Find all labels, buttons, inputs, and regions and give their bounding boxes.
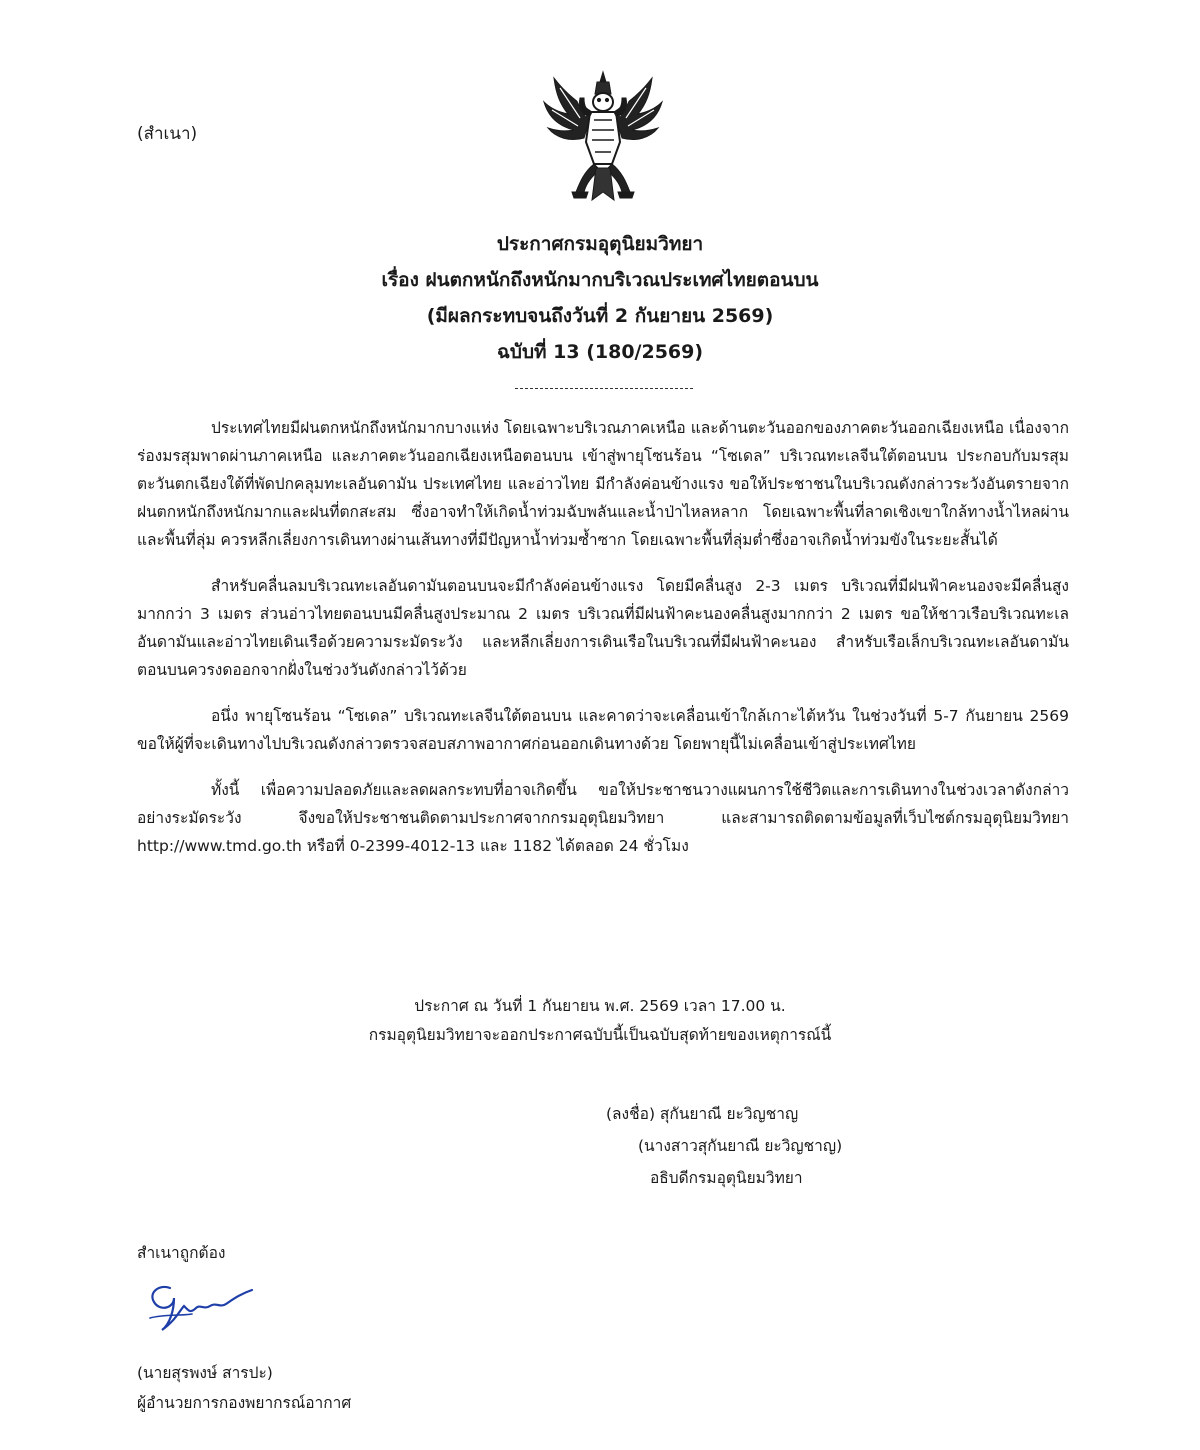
heading-issue-number: ฉบับที่ 13 (180/2569) — [496, 341, 704, 363]
certifier-name: (นายสุรพงษ์ สารปะ) — [137, 1364, 273, 1382]
announcement-body — [137, 414, 1069, 878]
certifier-block — [137, 1358, 351, 1418]
final-issue-note: กรมอุตุนิยมวิทยาจะออกประกาศฉบับนี้เป็นฉบับสุดท้ายของเหตุการณ์นี้ — [368, 1026, 832, 1044]
certified-copy-label: สำเนาถูกต้อง — [137, 1244, 226, 1262]
heading-effect-date: (มีผลกระทบจนถึงวันที่ 2 กันยายน 2569) — [426, 305, 774, 327]
signatory-block — [606, 1098, 842, 1194]
heading-subject: เรื่อง ฝนตกหนักถึงหนักมากบริเวณประเทศไทยตอนบน — [381, 269, 819, 291]
announcement-date-block — [0, 992, 1200, 1050]
copy-label: (สำเนา) — [137, 124, 198, 144]
signatory-signed: (ลงชื่อ) สุกันยาณี ยะวิญชาญ — [606, 1105, 799, 1123]
handwritten-signature — [140, 1280, 280, 1340]
paragraph-rain: ประเทศไทยมีฝนตกหนักถึงหนักมากบางแห่ง โดยเฉพาะบริเวณภาคเหนือ และด้านตะวันออกของภาคตะวันออกเฉียงเหนือ เนื่องจากร่องมรสุมพาดผ่านภาคเหนือ และภาคตะวันออกเฉียงเหนือตอนบน เข้าสู่พายุโซนร้อน “โซเดล” บริเวณทะเลจีนใต้ตอนบน ประกอบกับมรสุมตะวันตกเฉียงใต้ที่พัดปกคลุมทะเลอันดามัน ประเทศไทย และอ่าวไทย มีกำลังค่อนข้างแรง ขอให้ประชาชนในบริเวณดังกล่าวระวังอันตรายจากฝนตกหนักถึงหนักมากและฝนที่ตกสะสม ซึ่งอาจทำให้เกิดน้ำท่วมฉับพลันและน้ำป่าไหลหลาก โดยเฉพาะพื้นที่ลาดเชิงเขาใกล้ทางน้ำไหลผ่านและพื้นที่ลุ่ม ควรหลีกเลี่ยงการเดินทางผ่านเส้นทางที่มีปัญหาน้ำท่วมซ้ำซาก โดยเฉพาะพื้นที่ลุ่มต่ำซึ่งอาจเกิดน้ำท่วมขังในระยะสั้นได้ — [137, 419, 1069, 549]
announcement-heading — [0, 226, 1200, 370]
paragraph-advice: ทั้งนี้ เพื่อความปลอดภัยและลดผลกระทบที่อาจเกิดขึ้น ขอให้ประชาชนวางแผนการใช้ชีวิตและการเดินทางในช่วงเวลาดังกล่าวอย่างระมัดระวัง จึงขอให้ประชาชนติดตามประกาศจากกรมอุตุนิยมวิทยา และสามารถติดตามข้อมูลที่เว็บไซต์กรมอุตุนิยมวิทยา http://www.tmd.go.th หรือที่ 0-2399-4012-13 และ 1182 ได้ตลอด 24 ชั่วโมง — [137, 781, 1069, 855]
certifier-position: ผู้อำนวยการกองพยากรณ์อากาศ — [137, 1394, 352, 1412]
heading-divider — [515, 388, 693, 389]
signatory-full-name: (นางสาวสุกันยาณี ยะวิญชาญ) — [638, 1137, 843, 1155]
heading-agency: ประกาศกรมอุตุนิยมวิทยา — [496, 233, 704, 255]
announcement-datetime: ประกาศ ณ วันที่ 1 กันยายน พ.ศ. 2569 เวลา 17.00 น. — [414, 997, 786, 1015]
paragraph-storm: อนึ่ง พายุโซนร้อน “โซเดล” บริเวณทะเลจีนใต้ตอนบน และคาดว่าจะเคลื่อนเข้าใกล้เกาะไต้หวัน ในช่วงวันที่ 5-7 กันยายน 2569 ขอให้ผู้ที่จะเดินทางไปบริเวณดังกล่าวตรวจสอบสภาพอากาศก่อนออกเดินทางด้วย โดยพายุนี้ไม่เคลื่อนเข้าสู่ประเทศไทย — [137, 707, 1069, 753]
garuda-emblem-icon — [540, 68, 666, 206]
paragraph-waves: สำหรับคลื่นลมบริเวณทะเลอันดามันตอนบนจะมีกำลังค่อนข้างแรง โดยมีคลื่นสูง 2-3 เมตร บริเวณที่มีฝนฟ้าคะนองจะมีคลื่นสูงมากกว่า 3 เมตร ส่วนอ่าวไทยตอนบนมีคลื่นสูงประมาณ 2 เมตร บริเวณที่มีฝนฟ้าคะนองคลื่นสูงมากกว่า 2 เมตร ขอให้ชาวเรือบริเวณทะเลอันดามันและอ่าวไทยเดินเรือด้วยความระมัดระวัง และหลีกเลี่ยงการเดินเรือในบริเวณที่มีฝนฟ้าคะนอง สำหรับเรือเล็กบริเวณทะเลอันดามันตอนบนควรงดออกจากฝั่งในช่วงวันดังกล่าวไว้ด้วย — [137, 577, 1069, 679]
signatory-position: อธิบดีกรมอุตุนิยมวิทยา — [650, 1169, 803, 1187]
